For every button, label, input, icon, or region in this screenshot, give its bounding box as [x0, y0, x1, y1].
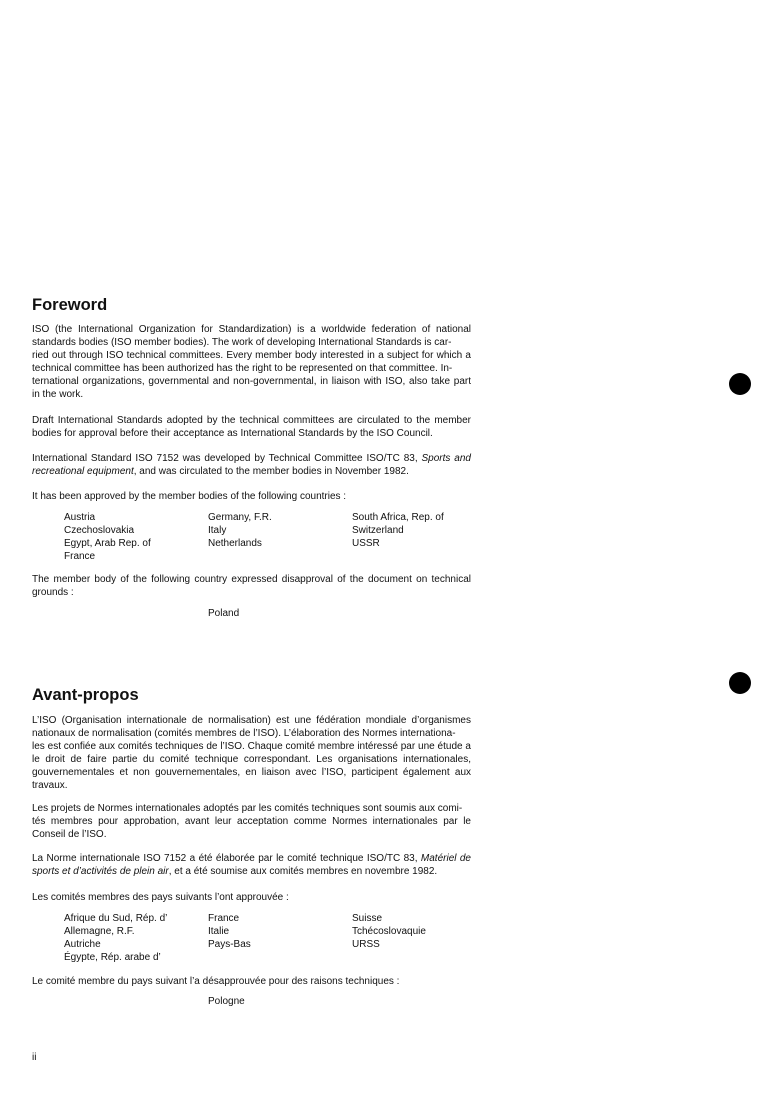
country-item: Allemagne, R.F.: [64, 926, 135, 937]
avant-propos-approval-intro: Les comités membres des pays suivants l’ont approuvée :: [32, 892, 289, 903]
punch-hole-icon: [729, 672, 751, 694]
country-item: Italie: [208, 926, 230, 937]
foreword-title: Foreword: [32, 296, 108, 314]
avant-propos-paragraph-3: [32, 853, 471, 879]
country-item: Égypte, Rép. arabe d’: [64, 952, 161, 963]
avant-propos-p3-text: La Norme internationale ISO 7152 a été élaborée par le comité technique ISO/TC 83,: [32, 853, 421, 864]
country-item: Czechoslovakia: [64, 525, 135, 536]
country-item: France: [208, 913, 240, 924]
avant-propos-p3-text-end: , et a été soumise aux comités membres en novembre 1982.: [168, 865, 438, 877]
country-item: Germany, F.R.: [208, 512, 272, 523]
punch-hole-icon: [729, 373, 751, 395]
country-item: URSS: [352, 939, 380, 950]
country-item: Netherlands: [208, 538, 262, 549]
foreword-paragraph-3: [32, 453, 471, 479]
avant-propos-paragraph-1: L’ISO (Organisation internationale de normalisation) est une fédération mondiale d’organismes nationaux de normalisation (comités membres de l’ISO). L’élaboration des Normes internationa- les est confiée aux comités techniques de l’ISO. Chaque comité membre intéressé par une étude a le droit de faire partie du comité technique correspondant. Les organisations internationales, gouvernementales et non gouvernementales, en liaison avec l’ISO, participent également aux travaux.: [32, 715, 471, 791]
avant-propos-disapproval-intro: Le comité membre du pays suivant l’a désapprouvée pour des raisons techniques :: [32, 976, 400, 987]
country-item: Italy: [208, 525, 227, 536]
avant-propos-paragraph-2: Les projets de Normes internationales adoptés par les comités techniques sont soumis aux comi- tés membres pour approbation, avant leur acceptation comme Normes internationales par le Conseil de l’ISO.: [32, 803, 471, 840]
country-item: Tchécoslovaquie: [352, 926, 426, 937]
foreword-p3-text: International Standard ISO 7152 was developed by Technical Committee ISO/TC 83,: [32, 453, 422, 464]
foreword-disapproval-intro: The member body of the following country expressed disapproval of the document on technical grounds :: [32, 574, 471, 598]
foreword-committee-title: Sports and recreational equipment: [32, 453, 471, 477]
avant-propos-committee-title: Matériel de sports et d’activités de plein air: [32, 853, 471, 877]
country-item: South Africa, Rep. of: [352, 512, 444, 523]
country-item: Suisse: [352, 913, 383, 924]
country-item: Pays-Bas: [208, 939, 251, 950]
disapproval-country: Pologne: [208, 996, 245, 1007]
disapproval-country: Poland: [208, 608, 240, 619]
foreword-paragraph-2: Draft International Standards adopted by the technical committees are circulated to the member bodies for approval before their acceptance as International Standards by the ISO Council.: [32, 415, 471, 439]
foreword-approval-intro: It has been approved by the member bodies of the following countries :: [32, 491, 347, 502]
foreword-p3-text-end: , and was circulated to the member bodies in November 1982.: [133, 465, 409, 477]
avant-propos-title: Avant-propos: [32, 686, 139, 704]
country-item: Afrique du Sud, Rép. d’: [64, 913, 168, 924]
country-item: Austria: [64, 512, 96, 523]
country-item: Egypt, Arab Rep. of: [64, 538, 151, 549]
country-item: USSR: [352, 538, 380, 549]
country-item: France: [64, 551, 96, 562]
country-item: Switzerland: [352, 525, 404, 536]
country-item: Autriche: [64, 939, 101, 950]
page-number: ii: [32, 1052, 37, 1063]
foreword-paragraph-1: ISO (the International Organization for Standardization) is a worldwide federation of national standards bodies (ISO member bodies). The work of developing International Standards is car- ried out through ISO technical committees. Every member body interested in a subject for which a technical committee has been authorized has the right to be represented on that committee. In- ternational organizations, governmental and non-governmental, in liaison with ISO, also take part in the work.: [32, 324, 471, 400]
